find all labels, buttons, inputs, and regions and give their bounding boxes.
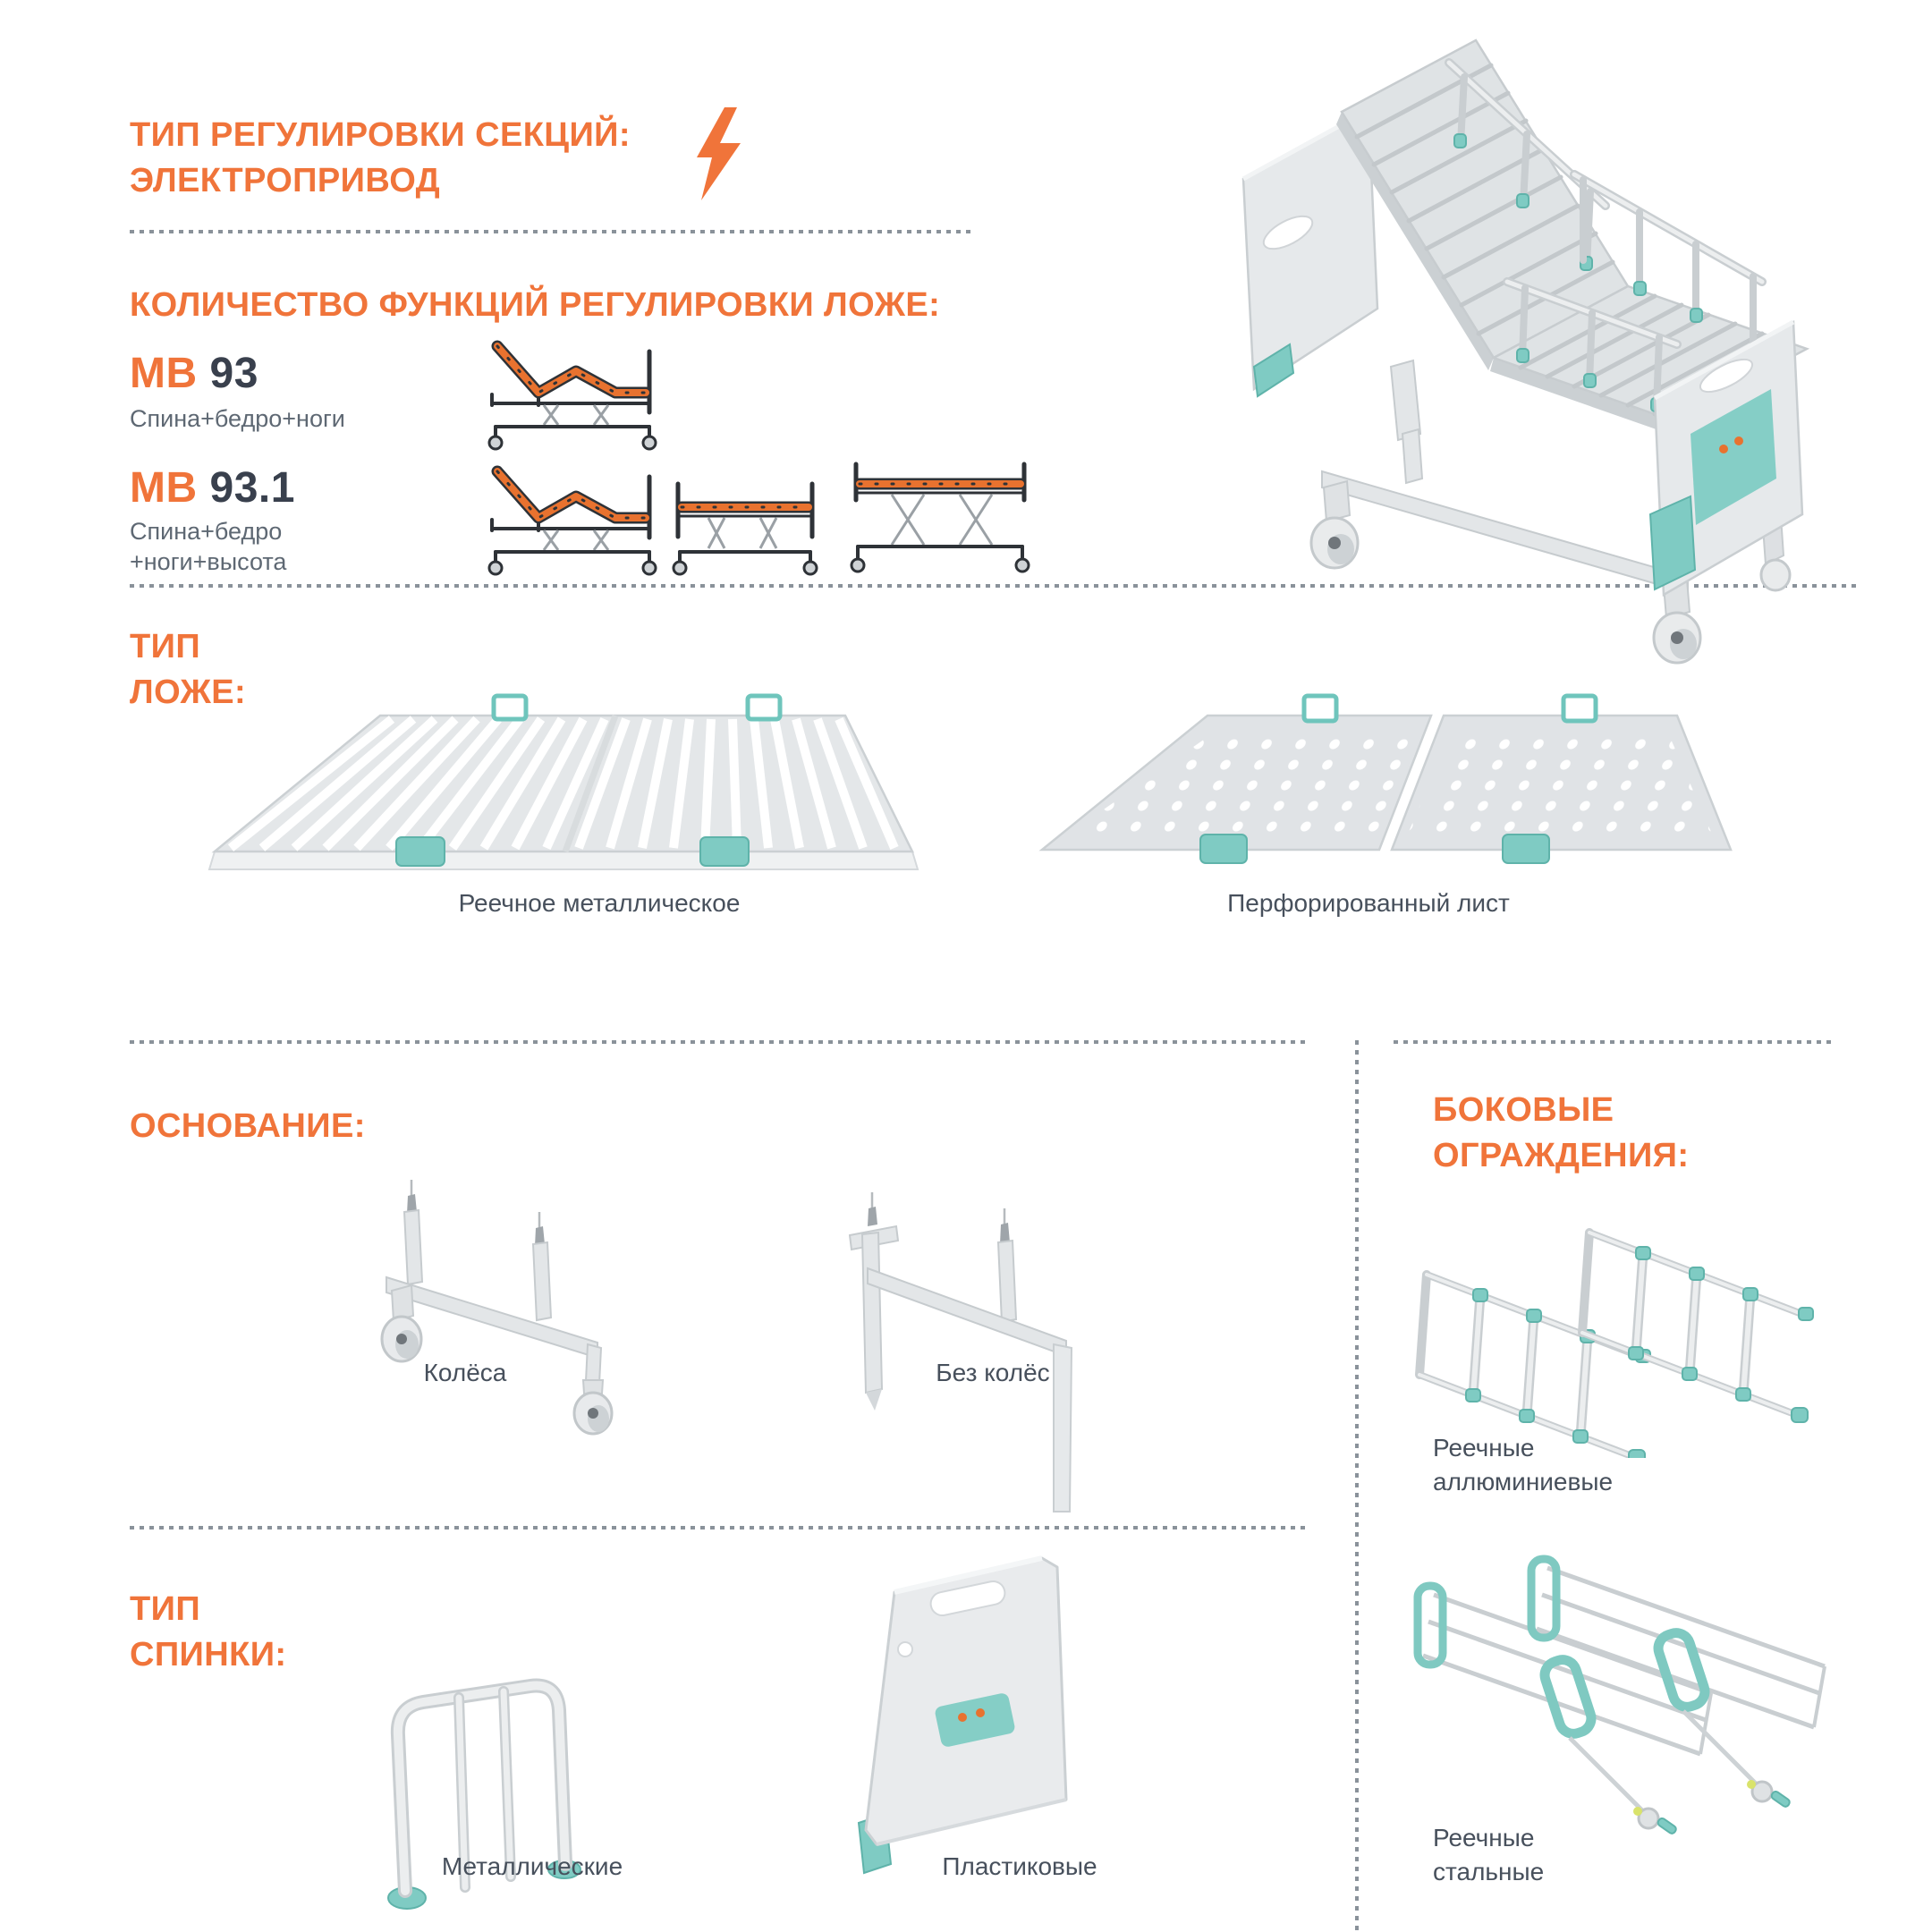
model-name-mb93 [130, 349, 258, 398]
model-desc-mb93 [130, 404, 345, 435]
slatted-metal-platform-illustration [179, 691, 930, 896]
lightning-icon [691, 107, 746, 200]
bed-profile-back-hip-legs-icon [483, 326, 662, 461]
model-prefix: МВ [130, 350, 198, 397]
adjustment-type-line2: ЭЛЕКТРОПРИВОД [130, 161, 441, 199]
bed-type-title-line2: ЛОЖЕ: [130, 673, 247, 711]
adjustment-type-title [130, 113, 631, 204]
base-without-wheels-illustration [787, 1149, 1127, 1516]
model-desc-line: Спина+бедро+ноги [130, 405, 345, 432]
functions-title: КОЛИЧЕСТВО ФУНКЦИЙ РЕГУЛИРОВКИ ЛОЖЕ: [130, 286, 941, 324]
label-line: стальные [1433, 1857, 1545, 1885]
steel-slat-rails-illustration [1409, 1552, 1838, 1847]
bed-profile-flat-high-icon [845, 452, 1038, 586]
model-prefix: МВ [130, 464, 198, 512]
adjustment-type-line1: ТИП РЕГУЛИРОВКИ СЕКЦИЙ: [130, 116, 631, 154]
hospital-bed-illustration [1190, 13, 1860, 666]
label-line: аллюминиевые [1433, 1467, 1614, 1496]
aluminum-slat-rails-illustration [1409, 1190, 1820, 1458]
model-number: 93.1 [209, 464, 295, 512]
backrest-title-line2: СПИНКИ: [130, 1635, 287, 1674]
base-option-label: Колёса [423, 1359, 507, 1386]
bed-type-option-label: Реечное металлическое [458, 889, 741, 917]
base-option-label: Без колёс [936, 1359, 1050, 1386]
dotted-divider [1394, 1040, 1832, 1044]
dotted-divider [130, 1040, 1310, 1044]
side-rails-title-line1: БОКОВЫЕ [1433, 1091, 1614, 1129]
label-line: Реечные [1433, 1824, 1535, 1852]
label-line: Реечные [1433, 1434, 1535, 1462]
backrest-title [130, 1587, 286, 1678]
bed-profile-flat-low-icon [669, 452, 821, 586]
model-number: 93 [209, 350, 258, 397]
dotted-divider [130, 1526, 1310, 1530]
side-rails-option-label [1433, 1821, 1544, 1889]
bed-profile-back-hip-legs-icon [483, 452, 662, 586]
backrest-title-line1: ТИП [130, 1590, 201, 1628]
backrest-option-label: Металлические [441, 1852, 623, 1880]
side-rails-option-label [1433, 1431, 1613, 1499]
base-title: ОСНОВАНИЕ: [130, 1107, 366, 1145]
plastic-backrest-illustration [787, 1540, 1073, 1898]
model-name-mb931 [130, 463, 295, 513]
model-desc-line: Спина+бедро [130, 518, 283, 545]
bed-type-title-line1: ТИП [130, 628, 201, 665]
side-rails-title-line2: ОГРАЖДЕНИЯ: [1433, 1136, 1690, 1174]
perforated-sheet-platform-illustration [1002, 693, 1753, 886]
base-with-wheels-illustration [322, 1149, 662, 1436]
backrest-option-label: Пластиковые [942, 1852, 1097, 1880]
side-rails-title [1433, 1088, 1689, 1179]
dotted-vertical-divider [1355, 1040, 1359, 1932]
model-desc-line: +ноги+высота [130, 547, 287, 575]
model-desc-mb931 [130, 517, 286, 578]
dotted-divider [130, 230, 970, 233]
bed-type-option-label: Перфорированный лист [1227, 889, 1510, 917]
